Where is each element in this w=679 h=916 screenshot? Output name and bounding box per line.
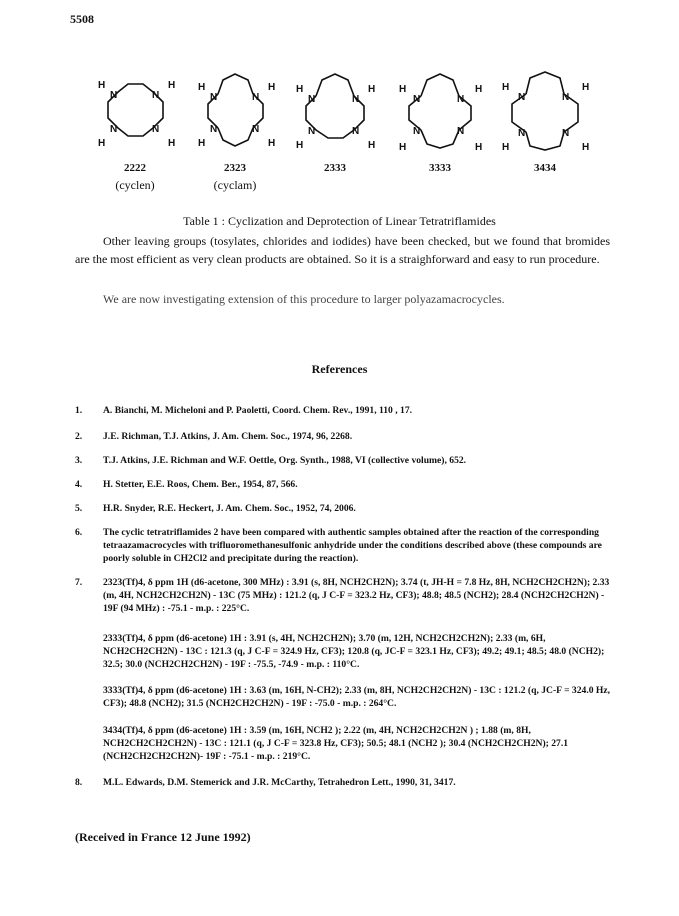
body-paragraph: We are now investigating extension of this procedure to larger polyazamacrocycles. bbox=[103, 292, 505, 306]
svg-text:H: H bbox=[368, 140, 376, 151]
reference-number: 5. bbox=[75, 503, 83, 514]
references-heading: References bbox=[311, 362, 368, 376]
structure-2323 bbox=[188, 68, 283, 153]
structure-code: 2222 bbox=[124, 162, 146, 174]
reference-item bbox=[75, 502, 615, 515]
reference-text: M.L. Edwards, D.M. Stemerick and J.R. McCarthy, Tetrahedron Lett., 1990, 31, 3417. bbox=[103, 777, 456, 788]
reference-text: 2323(Tf)4, δ ppm 1H (d6-acetone, 300 MHz) : 3.91 (s, 8H, NCH2CH2N); 3.74 (t, JH-H = 7.8 Hz, 8H, NCH2CH2CH2N); 2.33 (m, 4H, NCH2CH2CH2N) - 13C (75 MHz) : 121.2 (q, J C-F = 323.2 Hz, CF3); 48.8; 48.5 (NCH2); 28.4 (NCH2CH2CH2N) - 19F (94 MHz) : -75.1 - m.p. : 225°C. bbox=[103, 577, 610, 614]
svg-text:N: N bbox=[210, 92, 218, 103]
reference-item bbox=[75, 684, 615, 710]
reference-item bbox=[75, 404, 615, 417]
svg-text:N: N bbox=[413, 126, 421, 137]
received-date: (Received in France 12 June 1992) bbox=[75, 830, 251, 844]
structure-code: 3434 bbox=[534, 162, 556, 174]
svg-text:H: H bbox=[268, 138, 276, 149]
svg-text:N: N bbox=[152, 124, 160, 135]
page-number: 5508 bbox=[70, 12, 94, 26]
reference-text: The cyclic tetratriflamides 2 have been compared with authentic samples obtained after the reaction of the corresponding tetraazamacrocycles with trifluoromethanesulfonic anhydride under the conditions described above (these compounds are poorly soluble in CH2Cl2 and precipitate during the reaction). bbox=[103, 527, 602, 564]
structure-code: 2333 bbox=[324, 162, 346, 174]
atom-n: N bbox=[110, 90, 118, 101]
svg-text:H: H bbox=[198, 82, 206, 93]
svg-text:N: N bbox=[457, 126, 465, 137]
reference-text: 3434(Tf)4, δ ppm (d6-acetone) 1H : 3.59 (m, 16H, NCH2 ); 2.22 (m, 4H, NCH2CH2CH2N ) ; 1.88 (m, 8H, NCH2CH2CH2CH2N) - 13C : 121.1 (q, J C-F = 323.8 Hz, CF3); 50.5; 48.1 (NCH2 ); 30.4 (NCH2CH2CH2N); 27.1 (NCH2CH2CH2CH2N)- 19F : -75.1 - m.p. : 219°C. bbox=[103, 725, 569, 762]
reference-text: T.J. Atkins, J.E. Richman and W.F. Oettle, Org. Synth., 1988, VI (collective volume), 652. bbox=[103, 455, 467, 466]
svg-text:H: H bbox=[168, 80, 176, 91]
structure-2222 bbox=[88, 68, 183, 153]
svg-text:H: H bbox=[502, 142, 510, 153]
svg-text:H: H bbox=[296, 84, 304, 95]
reference-text: 2333(Tf)4, δ ppm (d6-acetone) 1H : 3.91 (s, 4H, NCH2CH2N); 3.70 (m, 12H, NCH2CH2CH2N); 2.33 (m, 6H, NCH2CH2CH2N) - 13C : 121.3 (q, J C-F = 324.9 Hz, CF3); 120.8 (q, JC-F = 323.1 Hz, CF3); 49.2; 49.1; 48.5; 48.0 (NCH2); 32.5; 30.0 (NCH2CH2CH2N) - 19F : -75.5, -74.9 - m.p. : 110°C. bbox=[103, 633, 605, 670]
svg-text:N: N bbox=[308, 126, 316, 137]
svg-text:H: H bbox=[582, 82, 590, 93]
structure-name: (cyclam) bbox=[213, 178, 257, 192]
reference-text: H.R. Snyder, R.E. Heckert, J. Am. Chem. Soc., 1952, 74, 2006. bbox=[103, 503, 356, 514]
table-caption: Table 1 : Cyclization and Deprotection of Linear Tetratriflamides bbox=[183, 214, 496, 228]
reference-number: 3. bbox=[75, 455, 83, 466]
reference-number: 4. bbox=[75, 479, 83, 490]
svg-text:H: H bbox=[198, 138, 206, 149]
svg-text:H: H bbox=[268, 82, 276, 93]
structure-3333 bbox=[393, 68, 488, 153]
reference-item bbox=[75, 576, 615, 615]
reference-item bbox=[75, 526, 615, 565]
atom-h: H bbox=[98, 80, 106, 91]
svg-text:N: N bbox=[110, 124, 118, 135]
svg-text:N: N bbox=[413, 94, 421, 105]
svg-text:N: N bbox=[562, 128, 570, 139]
svg-text:N: N bbox=[352, 94, 360, 105]
svg-text:N: N bbox=[252, 92, 260, 103]
body-paragraph: Other leaving groups (tosylates, chlorides and iodides) have been checked, but we found that bromides are the most efficient as very clean products are obtained. So it is a straighforward and easy to run procedure. bbox=[75, 234, 610, 266]
structure-3434 bbox=[498, 68, 593, 153]
reference-item bbox=[75, 632, 615, 671]
svg-text:N: N bbox=[518, 92, 526, 103]
svg-text:H: H bbox=[296, 140, 304, 151]
reference-item bbox=[75, 430, 615, 443]
reference-item bbox=[75, 776, 615, 789]
svg-text:H: H bbox=[475, 142, 483, 153]
reference-item bbox=[75, 724, 615, 763]
reference-text: A. Bianchi, M. Micheloni and P. Paoletti, Coord. Chem. Rev., 1991, 110 , 17. bbox=[103, 405, 413, 416]
reference-number: 6. bbox=[75, 527, 83, 538]
svg-text:H: H bbox=[368, 84, 376, 95]
reference-text: H. Stetter, E.E. Roos, Chem. Ber., 1954, 87, 566. bbox=[103, 479, 298, 490]
svg-text:N: N bbox=[210, 124, 218, 135]
svg-text:N: N bbox=[352, 126, 360, 137]
structure-2333 bbox=[288, 68, 383, 153]
reference-number: 7. bbox=[75, 577, 83, 588]
reference-number: 1. bbox=[75, 405, 83, 416]
reference-text: 3333(Tf)4, δ ppm (d6-acetone) 1H : 3.63 (m, 16H, N-CH2); 2.33 (m, 8H, NCH2CH2CH2N) - 13C : 121.2 (q, JC-F = 324.0 Hz, CF3); 48.8 (NCH2); 31.5 (NCH2CH2CH2N) - 19F : -75.0 - m.p. : 264°C. bbox=[103, 685, 611, 709]
reference-item bbox=[75, 478, 615, 491]
svg-text:N: N bbox=[308, 94, 316, 105]
svg-text:H: H bbox=[502, 82, 510, 93]
structure-code: 2323 bbox=[224, 162, 246, 174]
structure-name: (cyclen) bbox=[115, 178, 155, 192]
svg-text:H: H bbox=[399, 84, 407, 95]
macrocycle-structures bbox=[88, 68, 598, 192]
svg-text:N: N bbox=[457, 94, 465, 105]
svg-text:N: N bbox=[252, 124, 260, 135]
svg-text:H: H bbox=[582, 142, 590, 153]
svg-text:H: H bbox=[475, 84, 483, 95]
reference-text: J.E. Richman, T.J. Atkins, J. Am. Chem. Soc., 1974, 96, 2268. bbox=[103, 431, 353, 442]
reference-number: 8. bbox=[75, 777, 83, 788]
svg-text:H: H bbox=[98, 138, 106, 149]
svg-text:N: N bbox=[518, 128, 526, 139]
structure-code: 3333 bbox=[429, 162, 451, 174]
svg-text:H: H bbox=[399, 142, 407, 153]
svg-text:H: H bbox=[168, 138, 176, 149]
svg-text:N: N bbox=[152, 90, 160, 101]
reference-item bbox=[75, 454, 615, 467]
svg-text:N: N bbox=[562, 92, 570, 103]
reference-number: 2. bbox=[75, 431, 83, 442]
